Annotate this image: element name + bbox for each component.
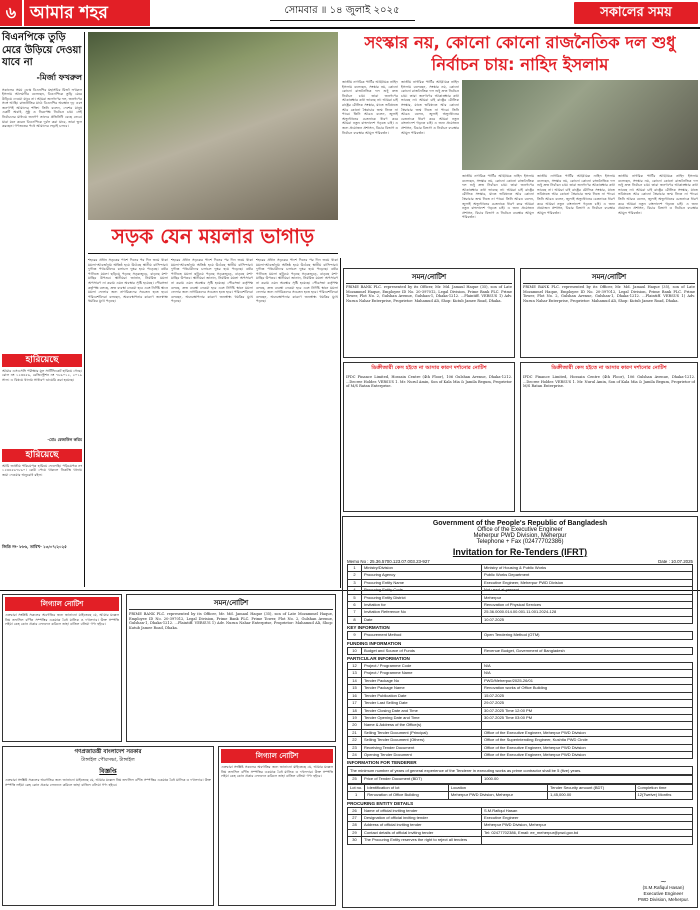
page-number-box	[0, 0, 22, 26]
table-cell: Tender Closing Date and Time	[362, 707, 482, 714]
table-cell: Ministry/Division	[362, 565, 482, 572]
tender-price-table	[347, 775, 693, 783]
tender-official: PROCURING ENTITY DETAILS	[347, 800, 414, 806]
table-cell: 4	[348, 587, 362, 594]
logo-text: সকালের সময়	[600, 5, 672, 20]
date-underline	[270, 20, 415, 21]
table-row	[348, 609, 693, 616]
table-cell: 6	[348, 602, 362, 609]
auction-notice	[126, 594, 336, 742]
table-row	[348, 737, 693, 744]
table-cell: Address of official inviting tender	[362, 822, 482, 829]
table-row	[348, 714, 693, 721]
table-cell: 12(Twelve) Months	[635, 792, 692, 799]
page-number: ৬	[5, 3, 17, 22]
table-cell: Tender Last Selling Date	[362, 700, 482, 707]
tender-budget-label: Budget and Source of Funds	[362, 647, 482, 654]
table-cell: 16	[348, 692, 362, 699]
table-row	[348, 807, 693, 814]
road-body-col3: শহরের প্রধান সড়কের পাশে দিনের পর দিন জমে থাকা ময়লা-আবর্জনায় অতিষ্ঠ হয়ে উঠেছে স্থানীয় বাসিন্দারা। দুর্গন্ধে পথচারীদের চলাচল দুষ্কর হয়ে পড়েছে। বর্ষার পানিতে ময়লা ছড়িয়ে পড়ছে সড়কজুড়ে, বাড়ছে মশা-মাছির উপদ্রব। স্থানীয়রা জানান, নিয়মিত ময়লা অপসারণ না করায় এমন অবস্থার সৃষ্টি হয়েছে। পৌরসভা কর্তৃপক্ষ বলছে, দ্রুত ব্যবস্থা নেওয়া হবে এবং নির্দিষ্ট স্থানে ময়লা ফেলার জন্য নাগরিকদের সচেতন হতে হবে। পরিবেশবিদরা বলছেন, অব্যবস্থাপনার কারণে জনস্বাস্থ্য হুমকির মুখে পড়ছে।	[256, 258, 338, 304]
tender-signer-title: Executive Engineer	[643, 891, 684, 896]
section-banner	[24, 0, 150, 26]
table-cell: 21	[348, 729, 362, 736]
table-cell: 30	[348, 837, 362, 844]
legal-notice-left-title: লিগ্যাল নোটিশ	[5, 597, 119, 611]
table-cell: Invitation Reference No	[362, 609, 482, 616]
table-row	[348, 700, 693, 707]
decree-notice-1	[343, 362, 515, 512]
tender-eligibility: The minimum number of years of general experience of the Tenderer in executing works as prime contractor shall be 5 (five) years.	[347, 766, 693, 775]
lost-notice-1-text: আমার এসএসসি পরীক্ষার মূল সার্টিফিকেট হারিয়ে গেছে। রোল নং ১২৩৪৫৬, রেজিস্ট্রেশন নং ৭৮৯০১২, ২০১৯ সাল। এ বিষয়ে থানায় সাধারণ ডায়েরি করা হয়েছে।	[2, 368, 82, 382]
table-cell: Location	[448, 784, 547, 791]
tender-memo: Memo No : 25.36.5700.123.07.003.23-927	[347, 559, 430, 564]
road-body-col1: শহরের প্রধান সড়কের পাশে দিনের পর দিন জমে থাকা ময়লা-আবর্জনায় অতিষ্ঠ হয়ে উঠেছে স্থানীয় বাসিন্দারা। দুর্গন্ধে পথচারীদের চলাচল দুষ্কর হয়ে পড়েছে। বর্ষার পানিতে ময়লা ছড়িয়ে পড়ছে সড়কজুড়ে, বাড়ছে মশা-মাছির উপদ্রব। স্থানীয়রা জানান, নিয়মিত ময়লা অপসারণ না করায় এমন অবস্থার সৃষ্টি হয়েছে। পৌরসভা কর্তৃপক্ষ বলছে, দ্রুত ব্যবস্থা নেওয়া হবে এবং নির্দিষ্ট স্থানে ময়লা ফেলার জন্য নাগরিকদের সচেতন হতে হবে। পরিবেশবিদরা বলছেন, অব্যবস্থাপনার কারণে জনস্বাস্থ্য হুমকির মুখে পড়ছে।	[88, 258, 168, 304]
table-cell: 10.07.2025	[482, 616, 693, 623]
newspaper-logo	[574, 2, 698, 24]
table-cell: Ministry of Housing & Public Works	[482, 565, 693, 572]
table-cell: 24	[348, 751, 362, 758]
table-cell: Project / Programme Name	[362, 670, 482, 677]
table-cell: 13	[348, 670, 362, 677]
tender-table	[347, 564, 693, 624]
table-row	[348, 829, 693, 836]
table-cell: Opening Tender Document	[362, 751, 482, 758]
table-cell	[482, 722, 693, 729]
quote-headline: বিএনপিকে তুড়ি মেরে উড়িয়ে দেওয়া যাবে না	[2, 32, 82, 68]
table-row	[348, 670, 693, 677]
tender-price-label: Price of Tender Document (BDT)	[362, 776, 482, 783]
lost-notice-2-title	[2, 449, 82, 462]
lost-notice-1-sign: -মোঃ রেজাউল করিম	[47, 436, 82, 442]
table-cell: 3	[348, 579, 362, 586]
tender-particular: PARTICULAR INFORMATION	[347, 656, 410, 662]
tender-budget-table	[347, 647, 693, 655]
auction-notice-title: সমন/নোটিশ	[129, 597, 333, 610]
table-cell: 15	[348, 685, 362, 692]
table-row	[348, 822, 693, 829]
tender-method: Open Tendering Method (OTM)	[482, 632, 693, 639]
table-row	[348, 814, 693, 821]
decree-notice-1-title: ডিক্রীজারী কেস হইতে না আসার কারণ দর্শানোর নোটিশ	[371, 365, 487, 371]
table-cell: 1	[348, 565, 362, 572]
legal-notice-left	[2, 594, 122, 742]
tender-official-table	[347, 807, 693, 845]
table-row	[348, 692, 693, 699]
table-cell: Name & Address of the Office(s)	[362, 722, 482, 729]
middle-rule	[340, 258, 341, 588]
table-row	[348, 663, 693, 670]
summons-notice-1	[343, 268, 515, 358]
road-body-col2: শহরের প্রধান সড়কের পাশে দিনের পর দিন জমে থাকা ময়লা-আবর্জনায় অতিষ্ঠ হয়ে উঠেছে স্থানীয় বাসিন্দারা। দুর্গন্ধে পথচারীদের চলাচল দুষ্কর হয়ে পড়েছে। বর্ষার পানিতে ময়লা ছড়িয়ে পড়ছে সড়কজুড়ে, বাড়ছে মশা-মাছির উপদ্রব। স্থানীয়রা জানান, নিয়মিত ময়লা অপসারণ না করায় এমন অবস্থার সৃষ্টি হয়েছে। পৌরসভা কর্তৃপক্ষ বলছে, দ্রুত ব্যবস্থা নেওয়া হবে এবং নির্দিষ্ট স্থানে ময়লা ফেলার জন্য নাগরিকদের সচেতন হতে হবে। পরিবেশবিদরা বলছেন, অব্যবস্থাপনার কারণে জনস্বাস্থ্য হুমকির মুখে পড়ছে।	[171, 258, 253, 304]
quote-body: সকালের সময় ডেস্ক বিএনপির মহাসচিব মির্জা ফখরুল ইসলাম আলমগীর বলেছেন, বিএনপিকে তুড়ি মেরে উড়িয়ে দেওয়া যাবে না। আমরা জনগণের দল, জনগণের সঙ্গে আছি। রাজনীতির মাঠে বিএনপির অবস্থান দৃঢ় এবং জনগণই আমাদের শক্তি। তিনি বলেন, দেশের মানুষ একটি অবাধ, সুষ্ঠু ও নিরপেক্ষ নির্বাচন চায়। সেই নির্বাচনের মাধ্যমে জনগণ তাদের প্রতিনিধি বেছে নেবে। যারা মনে করেন বিএনপিকে দুর্বল করা যাবে, তারা ভুল করছেন। গণতন্ত্রের পথে আমাদের লড়াই চলবে।	[2, 87, 82, 129]
summons-notice-2-text: PRIME BANK PLC. represented by its Officer, Mr. Md. Jamaul Haque (35), son of Late Mozammel Haque, Employee ID No. 20-397012, Legal Division, Prime Bank PLC. Prime Tower, Plot No. 2, Gulshan Avenue, Gulshan-1, Dhaka-1212. ...Plaintiff. VERSUS 1) Adv. Nurun Nahar Enterprise, Proprietor: Mahamud Ali, Shop: Kutub Jamee Road, Dhaka.	[523, 285, 695, 303]
table-cell: Completion time	[635, 784, 692, 791]
tender-signature-block	[638, 879, 689, 903]
lead-body-col4: জাতীয় নাগরিক পার্টির আহ্বায়ক নাহিদ ইসলাম বলেছেন, সংস্কার নয়, কোনো কোনো রাজনৈতিক দল শুধু দ্রুত নির্বাচন চায়। তারা জনগণের আকাঙ্ক্ষার কথা ভাবছে না। আমরা চাই রাষ্ট্রের মৌলিক সংস্কার, যাতে ভবিষ্যতে আর কোনো স্বৈরাচার জন্ম নিতে না পারে। তিনি আরও বলেন, জুলাই অভ্যুত্থানের চেতনাকে ধারণ করে আমরা নতুন বাংলাদেশ গড়তে চাই। এ জন্য প্রয়োজন প্রশাসন, বিচার বিভাগ ও নির্বাচন ব্যবস্থার আমূল পরিবর্তন।	[537, 174, 615, 215]
table-cell: Tender Package Name	[362, 685, 482, 692]
table-cell: Identification of lot	[365, 784, 449, 791]
table-cell: Tender Opening Date and Time	[362, 714, 482, 721]
tender-budget: Revenue Budget, Government of Bangladesh	[482, 647, 693, 654]
table-cell: 8	[348, 616, 362, 623]
table-row	[348, 602, 693, 609]
table-row	[348, 744, 693, 751]
legal-notice-bottom	[218, 746, 336, 906]
table-cell: 22	[348, 737, 362, 744]
table-cell: Procuring Entity District	[362, 594, 482, 601]
table-cell: Procuring Entity Code	[362, 587, 482, 594]
lost-notice-2-title-text: হারিয়েছে	[25, 449, 59, 460]
table-cell: 30.07.2025 Time 12:00 PM	[482, 707, 693, 714]
table-cell: Meherpur PWD Division, Meherpur	[482, 822, 693, 829]
table-row	[348, 784, 693, 791]
table-cell: 7	[348, 609, 362, 616]
tender-gov: Government of the People's Republic of Bangladesh	[432, 520, 608, 527]
table-row: 25 Price of Tender Document (BDT) 1000.00	[348, 776, 693, 783]
table-row	[348, 751, 693, 758]
table-row	[348, 722, 693, 729]
tender-price: 1000.00	[482, 776, 693, 783]
lead-photo	[462, 80, 698, 170]
table-cell: 2	[348, 572, 362, 579]
decree-notice-2-text: IFDC Finance Limited, Hossain Centre (4th Floor), 106 Gulshan Avenue, Dhaka-1212. ...Decree Holder. VERSUS 1. Mr. Nurul Amin, Son of Kala Mia & Jamila Begum, Proprietor of M/S Ratan Enterprise.	[523, 375, 695, 389]
tender-method-table	[347, 631, 693, 639]
pwd-notice-office: টাঙ্গাইল পৌরসভা, টাঙ্গাইল	[81, 757, 135, 763]
table-cell: PWD/Meherpur/2025-26/01	[482, 677, 693, 684]
tender-info-tenderer: INFORMATION FOR TENDERER	[347, 760, 417, 766]
table-cell: Office of the Executive Engineer, Meherpur PWD Division	[482, 729, 693, 736]
table-cell: Date	[362, 616, 482, 623]
lost-notice-1-title-text: হারিয়েছে	[25, 354, 59, 365]
tender-method-label: Procurement Method	[362, 632, 482, 639]
table-cell: Tel: 02477702386, Email: ee_meherpur@pwd.gov.bd	[482, 829, 693, 836]
pwd-notice-gov: গণপ্রজাতন্ত্রী বাংলাদেশ সরকার	[74, 749, 142, 755]
table-cell	[482, 837, 693, 844]
left-column	[2, 32, 82, 592]
table-cell: Office of the Executive Engineer, Meherpur PWD Division	[482, 751, 693, 758]
issue-date: সোমবার ॥ ১৪ জুলাই ২০২৫	[284, 5, 400, 16]
tender-key-info: KEY INFORMATION	[347, 625, 390, 631]
table-cell: 17	[348, 700, 362, 707]
tender-title: Invitation for Re-Tenders (IFRT)	[452, 547, 588, 557]
lead-body-col1: জাতীয় নাগরিক পার্টির আহ্বায়ক নাহিদ ইসলাম বলেছেন, সংস্কার নয়, কোনো কোনো রাজনৈতিক দল শুধু দ্রুত নির্বাচন চায়। তারা জনগণের আকাঙ্ক্ষার কথা ভাবছে না। আমরা চাই রাষ্ট্রের মৌলিক সংস্কার, যাতে ভবিষ্যতে আর কোনো স্বৈরাচার জন্ম নিতে না পারে। তিনি আরও বলেন, জুলাই অভ্যুত্থানের চেতনাকে ধারণ করে আমরা নতুন বাংলাদেশ গড়তে চাই। এ জন্য প্রয়োজন প্রশাসন, বিচার বিভাগ ও নির্বাচন ব্যবস্থার আমূল পরিবর্তন।	[342, 80, 398, 135]
table-cell: Renovation works of Office Building	[482, 685, 693, 692]
table-cell: 19	[348, 714, 362, 721]
pwd-notice-text: এতদ্বারা সংশ্লিষ্ট সকলের অবগতির জন্য জানানো যাইতেছে যে, আমার মক্কেল নিম্ন তফসিল বর্ণিত সম্পত্তির একমাত্র বৈধ মালিক ও দখলদার। উক্ত সম্পত্তি লইয়া কেহ কোন প্রকার লেনদেন করিলে তাহা বাতিল বলিয়া গণ্য হইবে।	[5, 778, 211, 787]
legal-notice-bottom-text: এতদ্বারা সংশ্লিষ্ট সকলের অবগতির জন্য জানানো যাইতেছে যে, আমার মক্কেল নিম্ন তফসিল বর্ণিত সম্পত্তির একমাত্র বৈধ মালিক ও দখলদার। উক্ত সম্পত্তি লইয়া কেহ কোন প্রকার লেনদেন করিলে তাহা বাতিল বলিয়া গণ্য হইবে।	[221, 765, 333, 779]
table-row	[348, 729, 693, 736]
lead-body-col5: জাতীয় নাগরিক পার্টির আহ্বায়ক নাহিদ ইসলাম বলেছেন, সংস্কার নয়, কোনো কোনো রাজনৈতিক দল শুধু দ্রুত নির্বাচন চায়। তারা জনগণের আকাঙ্ক্ষার কথা ভাবছে না। আমরা চাই রাষ্ট্রের মৌলিক সংস্কার, যাতে ভবিষ্যতে আর কোনো স্বৈরাচার জন্ম নিতে না পারে। তিনি আরও বলেন, জুলাই অভ্যুত্থানের চেতনাকে ধারণ করে আমরা নতুন বাংলাদেশ গড়তে চাই। এ জন্য প্রয়োজন প্রশাসন, বিচার বিভাগ ও নির্বাচন ব্যবস্থার আমূল পরিবর্তন।	[618, 174, 698, 215]
decree-notice-2-title: ডিক্রীজারী কেস হইতে না আসার কারণ দর্শানোর নোটিশ	[551, 365, 667, 371]
tender-date: Date : 10.07.2025	[658, 559, 693, 564]
lead-headline: সংস্কার নয়, কোনো কোনো রাজনৈতিক দল শুধু নির্বাচন চায়: নাহিদ ইসলাম	[364, 33, 676, 74]
table-cell: Procuring Agency	[362, 572, 482, 579]
table-cell: 29.07.2025	[482, 700, 693, 707]
decree-notice-2	[520, 362, 698, 512]
tender-funding: FUNDING INFORMATION	[347, 640, 402, 646]
table-cell: Invitation for	[362, 602, 482, 609]
road-photo	[88, 32, 338, 220]
tender-signer-office: PWD Division, Meherpur.	[637, 897, 689, 902]
table-cell: Procuring Entity Name	[362, 579, 482, 586]
table-cell: 5	[348, 594, 362, 601]
lost-notice-2-sign: জিডি নং- ৮৮৬, তারিখ- ১৩/০৭/২০২৫	[2, 543, 67, 549]
table-cell: N/A	[482, 663, 693, 670]
table-cell: Renovation of Physical Services	[482, 602, 693, 609]
left-column-rule	[84, 32, 85, 587]
pwd-notice	[2, 746, 214, 906]
table-row: 10 Budget and Source of Funds Revenue Budget, Government of Bangladesh	[348, 647, 693, 654]
table-cell: 20	[348, 722, 362, 729]
table-cell: The Procuring Entity reserves the right to reject all tenders	[362, 837, 482, 844]
summons-notice-1-title: সমন/নোটিশ	[346, 271, 512, 284]
table-cell: Project / Programme Code	[362, 663, 482, 670]
summons-notice-1-text: PRIME BANK PLC. represented by its Officer, Mr. Md. Jamaul Haque (35), son of Late Mozammel Haque, Employee ID No. 20-397012, Legal Division, Prime Bank PLC. Prime Tower, Plot No. 2, Gulshan Avenue, Gulshan-1, Dhaka-1212. ...Plaintiff. VERSUS 1) Adv. Nurun Nahar Enterprise, Proprietor: Mahamud Ali, Shop: Kutub Jamee Road, Dhaka.	[346, 285, 512, 303]
table-cell: Executive Engineer, Meherpur PWD Division	[482, 579, 693, 586]
table-cell: Meherpur PWD Division, Meherpur	[448, 792, 547, 799]
table-row	[348, 587, 693, 594]
masthead-rule	[0, 27, 700, 29]
table-cell: 29	[348, 829, 362, 836]
table-row	[348, 837, 693, 844]
table-cell: 14	[348, 677, 362, 684]
quote-author: -মির্জা ফখরুল	[36, 72, 82, 82]
lost-notice-2-text: আমি জাতীয় পরিচয়পত্র হারিয়ে ফেলেছি। পরিচয়পত্র নং ১২৩৪৫৬৭৮৯০। কেউ পেয়ে থাকলে নিকটস্থ থানায় জমা দেওয়ার অনুরোধ রইল।	[2, 463, 82, 477]
table-cell: Receiving Tender Document	[362, 744, 482, 751]
section-title: আমার শহর	[30, 3, 108, 23]
table-row	[348, 565, 693, 572]
table-cell: 28	[348, 822, 362, 829]
table-cell: Selling Tender Document (Principal)	[362, 729, 482, 736]
table-cell: Executive Engineer	[482, 814, 693, 821]
table-cell: N/A	[482, 670, 693, 677]
table-cell: Renovation of Office Building	[365, 792, 449, 799]
table-cell: 15.07.2025	[482, 692, 693, 699]
table-cell: Tender Package No	[362, 677, 482, 684]
table-cell: Contact details of official inviting tender	[362, 829, 482, 836]
table-cell: 1	[348, 792, 365, 799]
table-row	[348, 685, 693, 692]
table-cell: Name of official inviting tender	[362, 807, 482, 814]
table-cell: Office of the Executive Engineer, Meherpur PWD Division	[482, 744, 693, 751]
table-cell: 30.07.2025 Time 03:00 PM	[482, 714, 693, 721]
legal-notice-bottom-title: লিগ্যাল নোটিশ	[221, 749, 333, 763]
tender-lot-table	[347, 784, 693, 800]
table-row	[348, 707, 693, 714]
table-cell: 27	[348, 814, 362, 821]
table-row	[348, 594, 693, 601]
table-cell: Designation of official inviting tender	[362, 814, 482, 821]
table-cell: S.M.Rafiqul Hasan	[482, 807, 693, 814]
table-cell: Tender Security amount (BDT)	[548, 784, 635, 791]
table-cell: 25.36.0000.014.00.001.11.001.2024-128	[482, 609, 693, 616]
table-cell: Selling Tender Document (Others)	[362, 737, 482, 744]
table-cell: Tender Publication Date	[362, 692, 482, 699]
auction-notice-text: PRIME BANK PLC. represented by its Officer, Mr. Md. Jamaul Haque (35), son of Late Mozammel Haque, Employee ID No. 20-397012, Legal Division, Prime Bank PLC. Prime Tower, Plot No. 2, Gulshan Avenue, Gulshan-1, Dhaka-1212. ...Plaintiff. VERSUS 1) Adv. Nurun Nahar Enterprise, Proprietor: Mahamud Ali, Shop: Kutub Jamee Road, Dhaka.	[129, 612, 333, 630]
summons-notice-2-title: সমন/নোটিশ	[523, 271, 695, 284]
table-cell: 18	[348, 707, 362, 714]
legal-notice-left-text: এতদ্বারা সংশ্লিষ্ট সকলের অবগতির জন্য জানানো যাইতেছে যে, আমার মক্কেল নিম্ন তফসিল বর্ণিত সম্পত্তির একমাত্র বৈধ মালিক ও দখলদার। উক্ত সম্পত্তি লইয়া কেহ কোন প্রকার লেনদেন করিলে তাহা বাতিল বলিয়া গণ্য হইবে।	[5, 613, 119, 627]
table-row	[348, 579, 693, 586]
pwd-notice-heading: বিজ্ঞপ্তি	[99, 768, 117, 775]
masthead	[0, 0, 700, 26]
tender-division: Meherpur PWD Division, Meherpur	[473, 533, 567, 539]
lost-notice-1-title	[2, 354, 82, 367]
table-cell: 1,45,000.00	[548, 792, 635, 799]
table-cell: 23	[348, 744, 362, 751]
table-cell: Office of the Superintending Engineer, Kushtia PWD Circle	[482, 737, 693, 744]
tender-particular-table	[347, 662, 693, 759]
table-cell: Public Works Department	[482, 572, 693, 579]
table-row	[348, 677, 693, 684]
decree-notice-1-text: IFDC Finance Limited, Hossain Centre (4th Floor), 106 Gulshan Avenue, Dhaka-1212. ...Decree Holder. VERSUS 1. Mr. Nurul Amin, Son of Kala Mia & Jamila Begum, Proprietor of M/S Ratan Enterprise.	[346, 375, 512, 389]
lead-body-col3: জাতীয় নাগরিক পার্টির আহ্বায়ক নাহিদ ইসলাম বলেছেন, সংস্কার নয়, কোনো কোনো রাজনৈতিক দল শুধু দ্রুত নির্বাচন চায়। তারা জনগণের আকাঙ্ক্ষার কথা ভাবছে না। আমরা চাই রাষ্ট্রের মৌলিক সংস্কার, যাতে ভবিষ্যতে আর কোনো স্বৈরাচার জন্ম নিতে না পারে। তিনি আরও বলেন, জুলাই অভ্যুত্থানের চেতনাকে ধারণ করে আমরা নতুন বাংলাদেশ গড়তে চাই। এ জন্য প্রয়োজন প্রশাসন, বিচার বিভাগ ও নির্বাচন ব্যবস্থার আমূল পরিবর্তন।	[462, 174, 534, 220]
table-cell: 12	[348, 663, 362, 670]
road-headline-rule	[88, 253, 338, 254]
table-cell: 26	[348, 807, 362, 814]
table-row	[348, 792, 693, 799]
table-cell: Meherpur	[482, 594, 693, 601]
signature-mark: ~	[659, 877, 667, 886]
tender-phone: Telephone + Fax (02477702386)	[476, 539, 564, 545]
table-row	[348, 616, 693, 623]
lead-body-col2: জাতীয় নাগরিক পার্টির আহ্বায়ক নাহিদ ইসলাম বলেছেন, সংস্কার নয়, কোনো কোনো রাজনৈতিক দল শুধু দ্রুত নির্বাচন চায়। তারা জনগণের আকাঙ্ক্ষার কথা ভাবছে না। আমরা চাই রাষ্ট্রের মৌলিক সংস্কার, যাতে ভবিষ্যতে আর কোনো স্বৈরাচার জন্ম নিতে না পারে। তিনি আরও বলেন, জুলাই অভ্যুত্থানের চেতনাকে ধারণ করে আমরা নতুন বাংলাদেশ গড়তে চাই। এ জন্য প্রয়োজন প্রশাসন, বিচার বিভাগ ও নির্বাচন ব্যবস্থার আমূল পরিবর্তন।	[401, 80, 459, 135]
tender-signer: (S.M.Rafiqul Hasan)	[642, 885, 685, 890]
summons-notice-2	[520, 268, 698, 358]
table-row: 9 Procurement Method Open Tendering Method (OTM)	[348, 632, 693, 639]
table-cell: Lot no.	[348, 784, 365, 791]
table-cell: Not used at present	[482, 587, 693, 594]
table-row	[348, 572, 693, 579]
tender-office: Office of the Executive Engineer	[477, 527, 563, 533]
road-headline: সড়ক যেন ময়লার ভাগাড়	[111, 224, 315, 248]
tender-notice	[342, 516, 698, 908]
